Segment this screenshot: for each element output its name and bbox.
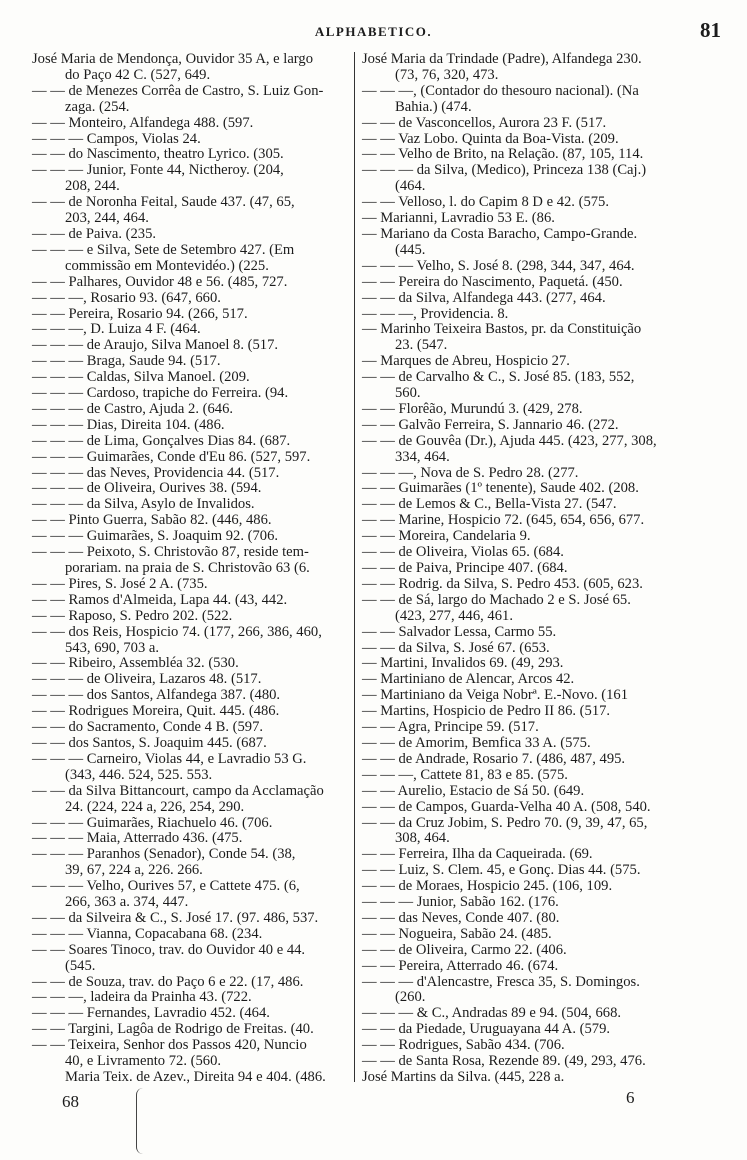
- directory-entry: [32, 752, 350, 784]
- directory-entry: [362, 577, 734, 593]
- entry-line: — — do Nascimento, theatro Lyrico. (305.: [32, 146, 284, 163]
- directory-entry: [32, 481, 350, 497]
- entry-line: — — de Carvalho & C., S. José 85. (183, 552,: [362, 369, 635, 386]
- entry-line: — — Raposo, S. Pedro 202. (522.: [32, 607, 233, 624]
- directory-entry: [32, 847, 350, 879]
- directory-entry: [362, 147, 734, 163]
- directory-entry: [362, 688, 734, 704]
- entry-line: — — Monteiro, Alfandega 488. (597.: [32, 114, 254, 131]
- entry-line: — — Vaz Lobo. Quinta da Boa-Vista. (209.: [362, 130, 619, 147]
- entry-line: — — —, (Contador do thesouro nacional). (Na: [362, 82, 639, 99]
- directory-entry: [32, 513, 350, 529]
- entry-line: — — da Silva Bittancourt, campo da Acclamação: [32, 782, 324, 799]
- entry-line: — — —, Rosario 93. (647, 660.: [32, 289, 221, 306]
- directory-entry: [362, 847, 734, 863]
- directory-entry: [32, 577, 350, 593]
- entry-continuation-line: do Paço 42 C. (527, 649.: [65, 66, 211, 83]
- directory-entry: [32, 688, 350, 704]
- entry-line: — — de Amorim, Bemfica 33 A. (575.: [362, 734, 591, 751]
- entry-continuation-line: (260.: [395, 989, 426, 1006]
- directory-entry: [32, 545, 350, 577]
- directory-entry: [362, 227, 734, 259]
- entry-continuation-line: (343, 446. 524, 525. 553.: [65, 766, 213, 783]
- directory-entry: [362, 370, 734, 402]
- entry-line: — — — Guimarães, S. Joaquim 92. (706.: [32, 528, 279, 545]
- directory-entry: [362, 545, 734, 561]
- directory-entry: [32, 354, 350, 370]
- directory-entry: [362, 704, 734, 720]
- left-column: [32, 52, 350, 1086]
- entry-line: — Martini, Invalidos 69. (49, 293.: [362, 655, 564, 672]
- entry-continuation-line: porariam. na praia de S. Christovão 63 (6.: [65, 560, 310, 576]
- entry-line: — — — de Castro, Ajuda 2. (646.: [32, 400, 234, 417]
- entry-line: — — — Campos, Violas 24.: [32, 130, 201, 147]
- entry-line: — Martiniano de Alencar, Arcos 42.: [362, 671, 575, 688]
- entry-continuation-line: 543, 690, 703 a.: [65, 639, 160, 656]
- entry-line: — — —, Providencia. 8.: [362, 305, 509, 322]
- entry-line: — Martins, Hospicio de Pedro II 86. (517.: [362, 703, 611, 720]
- entry-line: — — —, Cattete 81, 83 e 85. (575.: [362, 766, 568, 783]
- entry-line: — — — da Silva, (Medico), Princeza 138 (Caj.): [362, 162, 647, 179]
- entry-line: — — de Gouvêa (Dr.), Ajuda 445. (423, 277, 308,: [362, 432, 657, 449]
- entry-line: — — — e Silva, Sete de Setembro 427. (Em: [32, 241, 295, 258]
- entry-line: — — — Vianna, Copacabana 68. (234.: [32, 925, 263, 942]
- directory-entry: [362, 259, 734, 275]
- directory-entry: [362, 481, 734, 497]
- directory-entry: [362, 672, 734, 688]
- entry-line: — — Agra, Principe 59. (517.: [362, 719, 539, 736]
- entry-line: — — Soares Tinoco, trav. do Ouvidor 40 e 44.: [32, 941, 306, 958]
- entry-line: — — — Velho, Ourives 57, e Cattete 475. (6,: [32, 878, 300, 895]
- directory-entry: [32, 1038, 350, 1086]
- entry-line: — — —, D. Luiza 4 F. (464.: [32, 321, 201, 338]
- entry-line: — — —, Nova de S. Pedro 28. (277.: [362, 464, 579, 481]
- entry-line: — — Velho de Brito, na Relação. (87, 105, 114.: [362, 146, 644, 163]
- directory-entry: [362, 307, 734, 323]
- directory-entry: [362, 434, 734, 466]
- entry-continuation-line: 266, 363 a. 374, 447.: [65, 894, 189, 911]
- entry-line: — — — Peixoto, S. Christovão 87, reside tem-: [32, 544, 309, 561]
- entry-continuation-line: 208, 244.: [65, 178, 120, 195]
- directory-entry: [362, 497, 734, 513]
- entry-line: — — — Fernandes, Lavradio 452. (464.: [32, 1005, 270, 1022]
- entry-line: — — de Noronha Feital, Saude 437. (47, 65,: [32, 194, 295, 211]
- directory-entry: [362, 52, 734, 84]
- directory-entry: [362, 800, 734, 816]
- entry-line: — — Teixeira, Senhor dos Passos 420, Nuncio: [32, 1037, 307, 1054]
- directory-entry: [362, 911, 734, 927]
- entry-line: — — Florêão, Murundú 3. (429, 278.: [362, 400, 583, 417]
- directory-entry: [32, 147, 350, 163]
- entry-continuation-line: 24. (224, 224 a, 226, 254, 290.: [65, 798, 245, 815]
- entry-line: — — das Neves, Conde 407. (80.: [362, 909, 560, 926]
- entry-line: — — de Sá, largo do Machado 2 e S. José 65.: [362, 591, 631, 608]
- directory-entry: [362, 656, 734, 672]
- entry-line: — — dos Santos, S. Joaquim 445. (687.: [32, 734, 267, 751]
- entry-line: — — Pires, S. José 2 A. (735.: [32, 575, 208, 592]
- entry-line: — — — Maia, Atterrado 436. (475.: [32, 830, 243, 847]
- directory-entry: [32, 338, 350, 354]
- entry-line: — — da Silva, S. José 67. (653.: [362, 639, 550, 656]
- directory-entry: [362, 879, 734, 895]
- directory-entry: [362, 116, 734, 132]
- directory-entry: [362, 943, 734, 959]
- directory-entry: [32, 609, 350, 625]
- directory-entry: [362, 863, 734, 879]
- entry-line: — — Ribeiro, Assembléa 32. (530.: [32, 655, 239, 672]
- entry-line: — — Rodrigues Moreira, Quit. 445. (486.: [32, 703, 280, 720]
- directory-entry: [362, 975, 734, 1007]
- entry-line: — — de Paiva, Principe 407. (684.: [362, 560, 568, 576]
- directory-entry: [32, 163, 350, 195]
- directory-entry: [32, 943, 350, 975]
- entry-line: — — de Andrade, Rosario 7. (486, 487, 495.: [362, 750, 626, 767]
- right-column: [362, 52, 734, 1086]
- directory-entry: [362, 593, 734, 625]
- directory-entry: [362, 1006, 734, 1022]
- entry-continuation-line: (445.: [395, 241, 426, 258]
- entry-line: — — Ramos d'Almeida, Lapa 44. (43, 442.: [32, 591, 288, 608]
- entry-line: — — de Oliveira, Carmo 22. (406.: [362, 941, 567, 958]
- directory-entry: [32, 784, 350, 816]
- directory-entry: [362, 625, 734, 641]
- entry-line: — — — Carneiro, Violas 44, e Lavradio 53 G.: [32, 750, 307, 767]
- entry-continuation-line: (545.: [65, 957, 96, 974]
- directory-entry: [32, 322, 350, 338]
- entry-line: — — de Santa Rosa, Rezende 89. (49, 293, 476.: [362, 1053, 646, 1070]
- directory-entry: [362, 959, 734, 975]
- entry-line: — Marianni, Lavradio 53 E. (86.: [362, 210, 555, 227]
- entry-line: — — da Piedade, Uruguayana 44 A. (579.: [362, 1021, 611, 1038]
- entry-line: — — — dos Santos, Alfandega 387. (480.: [32, 687, 281, 704]
- entry-line: — — — de Oliveira, Ourives 38. (594.: [32, 480, 262, 497]
- entry-line: — — Salvador Lessa, Carmo 55.: [362, 623, 557, 640]
- entry-line: — — da Silveira & C., S. José 17. (97. 486, 537.: [32, 909, 319, 926]
- directory-entry: [362, 418, 734, 434]
- entry-line: — — — Caldas, Silva Manoel. (209.: [32, 369, 250, 386]
- entry-line: — — Pereira do Nascimento, Paquetá. (450.: [362, 273, 623, 290]
- directory-entry: [362, 354, 734, 370]
- entry-continuation-line: zaga. (254.: [65, 98, 130, 115]
- directory-entry: [362, 1054, 734, 1070]
- directory-entry: [362, 736, 734, 752]
- column-divider: [354, 52, 355, 1082]
- entry-line: — — Galvão Ferreira, S. Jannario 46. (272.: [362, 416, 619, 433]
- directory-entry: [32, 466, 350, 482]
- entry-line: — — — Braga, Saude 94. (517.: [32, 353, 221, 370]
- directory-entry: [32, 402, 350, 418]
- entry-line: — — Rodrigues, Sabão 434. (706.: [362, 1037, 565, 1054]
- entry-line: — — da Cruz Jobim, S. Pedro 70. (9, 39, 47, 65,: [362, 814, 648, 831]
- entry-line: — — — & C., Andradas 89 e 94. (504, 668.: [362, 1005, 622, 1022]
- entry-line: — Marques de Abreu, Hospicio 27.: [362, 353, 570, 370]
- directory-entry: [32, 736, 350, 752]
- entry-continuation-line: (423, 277, 446, 461.: [395, 607, 513, 624]
- directory-entry: [362, 275, 734, 291]
- entry-continuation-line: 203, 244, 464.: [65, 210, 149, 227]
- entry-line: — — da Silva, Alfandega 443. (277, 464.: [362, 289, 606, 306]
- entry-line: — — — de Oliveira, Lazaros 48. (517.: [32, 671, 262, 688]
- directory-entry: [32, 879, 350, 911]
- entry-line: — — — Velho, S. José 8. (298, 344, 347, 464.: [362, 257, 635, 274]
- directory-entry: [32, 704, 350, 720]
- entry-continuation-line: 23. (547.: [395, 337, 448, 354]
- entry-line: — — — Guimarães, Conde d'Eu 86. (527, 597.: [32, 448, 311, 465]
- entry-line: — — — Dias, Direita 104. (486.: [32, 416, 225, 433]
- entry-line: — — de Moraes, Hospicio 245. (106, 109.: [362, 878, 613, 895]
- directory-entry: [362, 768, 734, 784]
- directory-entry: [32, 672, 350, 688]
- entry-continuation-line: Maria Teix. de Azev., Direita 94 e 404. (486.: [65, 1069, 326, 1085]
- entry-line: — — de Vasconcellos, Aurora 23 F. (517.: [362, 114, 607, 131]
- directory-entry: [362, 322, 734, 354]
- directory-entry: [362, 132, 734, 148]
- directory-entry: [32, 911, 350, 927]
- entry-line: — — — da Silva, Asylo de Invalidos.: [32, 496, 255, 513]
- directory-entry: [32, 275, 350, 291]
- directory-entry: [362, 927, 734, 943]
- entry-line: — — Aurelio, Estacio de Sá 50. (649.: [362, 782, 585, 799]
- entry-line: — — — Paranhos (Senador), Conde 54. (38,: [32, 846, 296, 863]
- directory-entry: [32, 816, 350, 832]
- directory-entry: [32, 927, 350, 943]
- entry-line: — — de Paiva. (235.: [32, 225, 157, 242]
- directory-entry: [32, 975, 350, 991]
- directory-entry: [32, 116, 350, 132]
- entry-line: — — — Junior, Sabão 162. (176.: [362, 894, 559, 911]
- entry-line: — — Targini, Lagôa de Rodrigo de Freitas. (40.: [32, 1021, 314, 1038]
- signature-mark-left: 68: [62, 1092, 79, 1111]
- entry-line: — Mariano da Costa Baracho, Campo-Grande.: [362, 225, 638, 242]
- entry-line: — — de Menezes Corrêa de Castro, S. Luiz Gon-: [32, 82, 324, 99]
- directory-entry: [362, 561, 734, 577]
- page-number: 81: [700, 18, 721, 42]
- entry-line: — — Marine, Hospicio 72. (645, 654, 656, 677.: [362, 512, 645, 529]
- directory-entry: [32, 529, 350, 545]
- directory-entry: [32, 243, 350, 275]
- directory-entry: [32, 434, 350, 450]
- directory-entry: [32, 307, 350, 323]
- entry-line: — — Pereira, Rosario 94. (266, 517.: [32, 305, 248, 322]
- entry-continuation-line: commissão em Montevidéo.) (225.: [65, 257, 269, 274]
- entry-line: — — dos Reis, Hospicio 74. (177, 266, 386, 460,: [32, 623, 322, 640]
- directory-entry: [32, 132, 350, 148]
- directory-entry: [362, 1038, 734, 1054]
- directory-entry: [32, 370, 350, 386]
- entry-continuation-line: 39, 67, 224 a, 226. 266.: [65, 862, 203, 879]
- entry-line: — — — das Neves, Providencia 44. (517.: [32, 464, 280, 481]
- entry-line: — — — Junior, Fonte 44, Nictheroy. (204,: [32, 162, 284, 179]
- directory-entry: [32, 831, 350, 847]
- entry-line: José Martins da Silva. (445, 228 a.: [362, 1069, 565, 1085]
- directory-entry: [362, 1022, 734, 1038]
- entry-line: — — Pinto Guerra, Sabão 82. (446, 486.: [32, 512, 272, 529]
- directory-entry: [362, 163, 734, 195]
- directory-entry: [362, 211, 734, 227]
- entry-continuation-line: (73, 76, 320, 473.: [395, 66, 499, 83]
- entry-line: — Marinho Teixeira Bastos, pr. da Constituição: [362, 321, 642, 338]
- entry-line: — — Moreira, Candelaria 9.: [362, 528, 531, 545]
- directory-entry: [362, 784, 734, 800]
- entry-line: — — — d'Alencastre, Fresca 35, S. Domingos.: [362, 973, 640, 990]
- directory-entry: [362, 641, 734, 657]
- entry-line: — — Rodrig. da Silva, S. Pedro 453. (605, 623.: [362, 575, 643, 592]
- directory-entry: [362, 466, 734, 482]
- directory-entry: [32, 418, 350, 434]
- directory-entry: [362, 752, 734, 768]
- directory-entry: [32, 195, 350, 227]
- entry-line: — — de Campos, Guarda-Velha 40 A. (508, 540.: [362, 798, 651, 815]
- entry-continuation-line: 40, e Livramento 72. (560.: [65, 1053, 222, 1070]
- directory-entry: [32, 291, 350, 307]
- directory-entry: [32, 593, 350, 609]
- directory-entry: [362, 895, 734, 911]
- directory-entry: [362, 529, 734, 545]
- entry-line: — Martiniano da Veiga Nobrª. E.-Novo. (161: [362, 687, 628, 704]
- entry-line: — — Guimarães (1º tenente), Saude 402. (208.: [362, 480, 639, 497]
- entry-line: — — Velloso, l. do Capim 8 D e 42. (575.: [362, 194, 610, 211]
- directory-entry: [32, 990, 350, 1006]
- binding-mark: [136, 1088, 143, 1154]
- entry-line: — — Palhares, Ouvidor 48 e 56. (485, 727.: [32, 273, 288, 290]
- directory-entry: [32, 1006, 350, 1022]
- entry-line: — — de Souza, trav. do Paço 6 e 22. (17, 486.: [32, 973, 304, 990]
- directory-entry: [362, 195, 734, 211]
- directory-entry: [32, 625, 350, 657]
- entry-line: — — — Cardoso, trapiche do Ferreira. (94.: [32, 385, 289, 402]
- entry-line: — — de Lemos & C., Bella-Vista 27. (547.: [362, 496, 617, 513]
- entry-continuation-line: Bahia.) (474.: [395, 98, 472, 115]
- entry-line: José Maria da Trindade (Padre), Alfandega 230.: [362, 51, 642, 67]
- directory-entry: [32, 1022, 350, 1038]
- entry-continuation-line: (464.: [395, 178, 426, 195]
- entry-line: — — Luiz, S. Clem. 45, e Gonç. Dias 44. (575.: [362, 862, 641, 879]
- directory-entry: [32, 656, 350, 672]
- directory-entry: [32, 497, 350, 513]
- entry-line: — — — de Lima, Gonçalves Dias 84. (687.: [32, 432, 291, 449]
- directory-entry: [362, 402, 734, 418]
- signature-mark-right: 6: [626, 1088, 635, 1107]
- directory-entry: [362, 816, 734, 848]
- directory-entry: [32, 450, 350, 466]
- entry-line: — — Pereira, Atterrado 46. (674.: [362, 957, 559, 974]
- directory-entry: [362, 291, 734, 307]
- directory-entry: [362, 513, 734, 529]
- directory-entry: [32, 52, 350, 84]
- directory-entry: [362, 1070, 734, 1086]
- running-title: ALPHABETICO.: [314, 24, 433, 39]
- entry-line: — — — Guimarães, Riachuelo 46. (706.: [32, 814, 273, 831]
- directory-entry: [362, 84, 734, 116]
- entry-continuation-line: 334, 464.: [395, 448, 450, 465]
- entry-continuation-line: 308, 464.: [395, 830, 450, 847]
- directory-entry: [32, 720, 350, 736]
- entry-line: — — Nogueira, Sabão 24. (485.: [362, 925, 552, 942]
- entry-continuation-line: 560.: [395, 385, 421, 402]
- entry-line: — — — de Araujo, Silva Manoel 8. (517.: [32, 337, 279, 354]
- entry-line: — — —, ladeira da Prainha 43. (722.: [32, 989, 252, 1006]
- directory-entry: [362, 720, 734, 736]
- entry-line: José Maria de Mendonça, Ouvidor 35 A, e largo: [32, 51, 314, 67]
- entry-line: — — Ferreira, Ilha da Caqueirada. (69.: [362, 846, 593, 863]
- entry-line: — — do Sacramento, Conde 4 B. (597.: [32, 719, 264, 736]
- directory-entry: [32, 84, 350, 116]
- directory-entry: [32, 386, 350, 402]
- entry-line: — — de Oliveira, Violas 65. (684.: [362, 544, 564, 561]
- directory-entry: [32, 227, 350, 243]
